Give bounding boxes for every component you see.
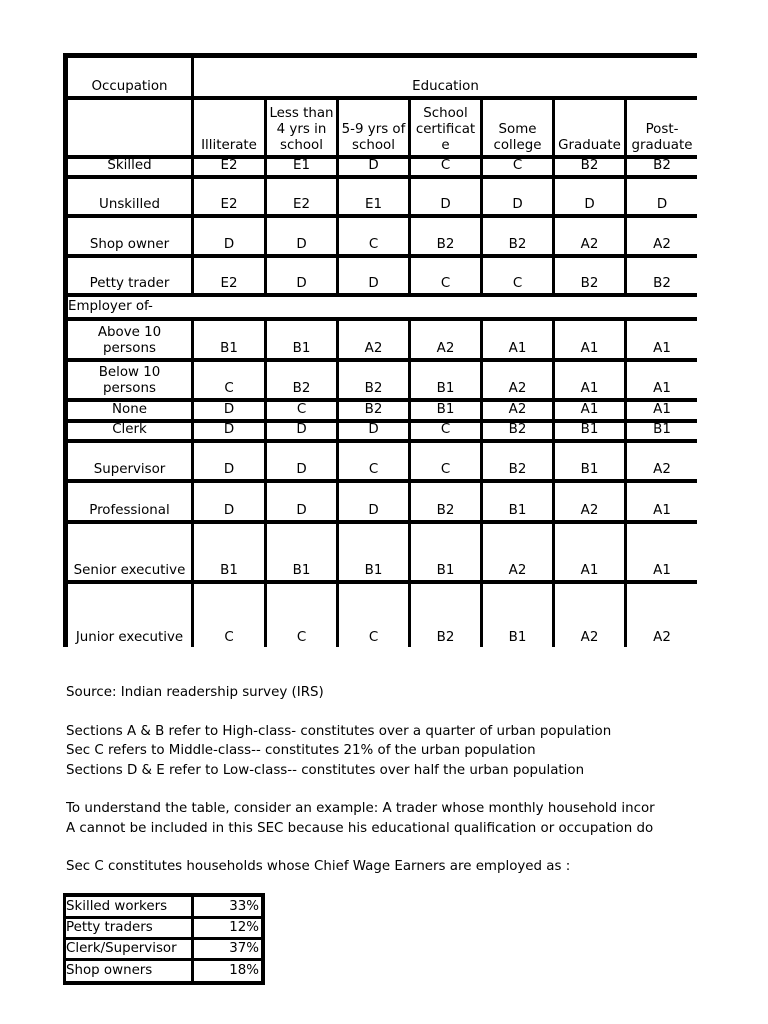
table-cell bbox=[483, 218, 552, 254]
table-cell-text: D bbox=[440, 197, 451, 212]
table-cell bbox=[555, 402, 624, 419]
table-cell-text: B2 bbox=[364, 402, 383, 417]
table-cell bbox=[555, 443, 624, 479]
table-cell bbox=[267, 443, 336, 479]
table-cell-text: D bbox=[656, 197, 668, 212]
table-cell-text: A2 bbox=[364, 341, 383, 356]
table-cell bbox=[555, 159, 624, 175]
example-note-line-1: To understand the table, consider an example: A trader whose monthly household incor bbox=[66, 801, 655, 816]
table-cell-text: E2 bbox=[220, 276, 238, 291]
table-cell-text: C bbox=[440, 159, 451, 173]
sec-de-note: Sections D & E refer to Low-class-- constitutes over half the urban population bbox=[66, 762, 585, 778]
table-cell-text: D bbox=[296, 276, 307, 291]
table-cell-text: E1 bbox=[365, 197, 382, 212]
table-cell-text: D bbox=[368, 503, 379, 518]
table-cell bbox=[267, 584, 336, 647]
table-cell-text: D bbox=[368, 276, 379, 291]
table-cell bbox=[483, 524, 552, 580]
table-cell bbox=[194, 218, 264, 254]
blank-header-cell bbox=[68, 100, 191, 155]
row-label bbox=[68, 179, 191, 214]
table-cell-text: A1 bbox=[653, 503, 671, 518]
table-cell-text: B2 bbox=[436, 630, 455, 645]
table-cell-text: D bbox=[512, 197, 523, 212]
table-cell-text: D bbox=[296, 462, 307, 477]
column-header bbox=[627, 100, 697, 155]
table-cell-text: E1 bbox=[293, 159, 310, 173]
breakdown-value: 12% bbox=[194, 919, 261, 937]
table-cell-text: B2 bbox=[653, 159, 671, 173]
table-cell bbox=[555, 179, 624, 214]
table-cell-text: A1 bbox=[580, 563, 599, 578]
education-header-text: Education bbox=[412, 79, 479, 94]
table-cell bbox=[339, 159, 408, 175]
table-cell bbox=[483, 584, 552, 647]
table-cell-text: D bbox=[223, 402, 235, 417]
table-cell bbox=[194, 584, 264, 647]
table-cell-text: B1 bbox=[292, 563, 311, 578]
table-cell-text: A2 bbox=[508, 381, 527, 396]
table-cell bbox=[483, 483, 552, 520]
table-cell-text: B2 bbox=[436, 237, 455, 252]
table-cell bbox=[627, 218, 697, 254]
breakdown-label: Clerk/Supervisor bbox=[66, 940, 191, 958]
table-cell-text: C bbox=[512, 276, 523, 291]
column-header bbox=[483, 100, 552, 155]
table-cell bbox=[411, 524, 480, 580]
row-label-text: Unskilled bbox=[99, 197, 160, 212]
table-cell bbox=[483, 443, 552, 479]
table-cell bbox=[555, 258, 624, 293]
table-cell-text: D bbox=[223, 503, 235, 518]
table-cell-text: A1 bbox=[580, 381, 599, 396]
table-cell bbox=[411, 321, 480, 358]
table-cell bbox=[627, 321, 697, 358]
column-header-text: School certificat e bbox=[415, 106, 476, 153]
table-cell-text: C bbox=[296, 630, 307, 645]
column-header bbox=[194, 100, 264, 155]
table-cell-text: A2 bbox=[580, 237, 599, 252]
table-cell-text: C bbox=[368, 630, 379, 645]
row-label-text: Above 10 persons bbox=[97, 325, 162, 356]
table-cell bbox=[555, 362, 624, 398]
table-cell bbox=[194, 423, 264, 439]
table-cell-text: A2 bbox=[436, 341, 455, 356]
table-cell-text: A2 bbox=[580, 503, 599, 518]
sec-c-intro-note: Sec C constitutes households whose Chief Wage Earners are employed as : bbox=[66, 859, 571, 874]
table-cell bbox=[627, 179, 697, 214]
table-cell-text: B2 bbox=[508, 423, 527, 437]
table-cell-text: B1 bbox=[292, 341, 311, 356]
occupation-header-text: Occupation bbox=[91, 79, 168, 94]
row-label-text: Clerk bbox=[112, 423, 147, 437]
row-label-text: Shop owner bbox=[89, 237, 170, 252]
table-cell-text: D bbox=[296, 237, 307, 252]
row-label-text: Supervisor bbox=[93, 462, 166, 477]
table-cell bbox=[483, 159, 552, 175]
table-cell bbox=[411, 402, 480, 419]
row-label bbox=[68, 402, 191, 419]
table-cell-text: B2 bbox=[508, 237, 527, 252]
row-label bbox=[68, 218, 191, 254]
column-header-text: Less than 4 yrs in school bbox=[269, 106, 334, 153]
table-cell-text: E2 bbox=[220, 197, 238, 212]
column-header-text: Graduate bbox=[558, 138, 621, 153]
row-label bbox=[68, 362, 191, 398]
breakdown-value: 33% bbox=[194, 897, 261, 916]
table-cell bbox=[267, 524, 336, 580]
sec-c-note: Sec C refers to Middle-class-- constitutes 21% of the urban population bbox=[66, 743, 536, 758]
table-cell-text: D bbox=[223, 423, 235, 437]
table-cell bbox=[555, 218, 624, 254]
table-cell-text: B1 bbox=[364, 563, 383, 578]
row-label bbox=[68, 423, 191, 439]
table-cell-text: B1 bbox=[580, 462, 599, 477]
occupation-header bbox=[68, 58, 191, 96]
table-cell-text: D bbox=[368, 423, 379, 437]
table-cell bbox=[483, 362, 552, 398]
table-cell-text: A1 bbox=[508, 341, 527, 356]
table-cell-text: B2 bbox=[436, 503, 455, 518]
table-cell-text: A1 bbox=[580, 402, 599, 417]
table-cell bbox=[339, 179, 408, 214]
table-cell-text: B2 bbox=[508, 462, 527, 477]
table-cell-text: C bbox=[224, 381, 234, 396]
table-cell-text: C bbox=[368, 462, 379, 477]
table-cell-text: D bbox=[368, 159, 379, 173]
column-header-text: Post- graduate bbox=[631, 122, 693, 153]
column-header bbox=[267, 100, 336, 155]
table-cell bbox=[194, 524, 264, 580]
table-cell bbox=[555, 321, 624, 358]
table-cell-text: B2 bbox=[364, 381, 383, 396]
sec-c-breakdown-table bbox=[63, 893, 265, 985]
table-cell bbox=[339, 258, 408, 293]
table-cell-text: A2 bbox=[508, 563, 527, 578]
row-label bbox=[68, 584, 191, 647]
table-cell bbox=[483, 321, 552, 358]
row-label-text: None bbox=[112, 402, 147, 417]
table-cell bbox=[411, 258, 480, 293]
table-cell-text: D bbox=[296, 423, 307, 437]
breakdown-value: 37% bbox=[194, 940, 261, 958]
table-cell bbox=[627, 362, 697, 398]
column-header bbox=[555, 100, 624, 155]
table-cell-text: A2 bbox=[653, 630, 671, 645]
row-label bbox=[68, 524, 191, 580]
table-cell bbox=[194, 258, 264, 293]
table-cell-text: D bbox=[223, 462, 235, 477]
table-cell bbox=[194, 402, 264, 419]
table-cell-text: E2 bbox=[293, 197, 310, 212]
table-cell bbox=[339, 321, 408, 358]
table-cell-text: C bbox=[224, 630, 234, 645]
table-cell bbox=[194, 443, 264, 479]
table-cell-text: A2 bbox=[580, 630, 599, 645]
table-cell bbox=[411, 159, 480, 175]
table-cell bbox=[267, 483, 336, 520]
table-cell bbox=[339, 362, 408, 398]
table-cell bbox=[411, 362, 480, 398]
row-label-text: Senior executive bbox=[73, 563, 186, 578]
table-cell-text: B2 bbox=[653, 276, 671, 291]
table-cell bbox=[267, 321, 336, 358]
table-cell-text: B1 bbox=[436, 381, 455, 396]
column-header-text: Illiterate bbox=[201, 138, 257, 153]
table-cell-text: D bbox=[584, 197, 595, 212]
sec-classification-table bbox=[63, 53, 697, 647]
table-cell-text: C bbox=[440, 462, 451, 477]
table-cell bbox=[627, 402, 697, 419]
table-cell bbox=[194, 483, 264, 520]
table-cell-text: A1 bbox=[653, 563, 671, 578]
table-cell bbox=[483, 402, 552, 419]
column-header bbox=[411, 100, 480, 155]
table-cell bbox=[483, 258, 552, 293]
table-cell bbox=[627, 258, 697, 293]
breakdown-value: 18% bbox=[194, 961, 261, 981]
table-cell-text: E2 bbox=[220, 159, 238, 173]
table-cell bbox=[267, 423, 336, 439]
table-cell-text: B1 bbox=[220, 341, 238, 356]
table-cell-text: A1 bbox=[653, 381, 671, 396]
row-label-text: Below 10 persons bbox=[98, 365, 161, 396]
table-cell bbox=[339, 584, 408, 647]
table-cell-text: A2 bbox=[508, 402, 527, 417]
table-cell-text: A2 bbox=[653, 462, 671, 477]
table-cell bbox=[411, 179, 480, 214]
table-cell bbox=[267, 179, 336, 214]
table-cell-text: A2 bbox=[653, 237, 671, 252]
breakdown-label: Shop owners bbox=[66, 961, 191, 981]
table-cell bbox=[267, 218, 336, 254]
table-cell bbox=[627, 159, 697, 175]
table-cell bbox=[267, 402, 336, 419]
section-label-row-text: Employer of- bbox=[68, 299, 153, 314]
table-cell bbox=[339, 218, 408, 254]
row-label bbox=[68, 159, 191, 175]
notes-section bbox=[66, 683, 766, 877]
row-label bbox=[68, 258, 191, 293]
section-label-row bbox=[68, 297, 697, 317]
row-label-text: Professional bbox=[89, 503, 170, 518]
table-cell-text: C bbox=[512, 159, 523, 173]
table-cell bbox=[627, 584, 697, 647]
education-header bbox=[194, 58, 697, 96]
table-cell bbox=[627, 524, 697, 580]
source-note: Source: Indian readership survey (IRS) bbox=[66, 685, 324, 700]
table-cell bbox=[411, 218, 480, 254]
row-label bbox=[68, 443, 191, 479]
table-cell bbox=[555, 483, 624, 520]
table-cell bbox=[339, 443, 408, 479]
table-cell bbox=[627, 423, 697, 439]
table-cell bbox=[483, 179, 552, 214]
table-cell-text: C bbox=[440, 423, 451, 437]
table-cell bbox=[555, 584, 624, 647]
table-cell-text: B1 bbox=[508, 503, 527, 518]
table-cell bbox=[627, 443, 697, 479]
table-cell bbox=[194, 159, 264, 175]
table-cell-text: D bbox=[296, 503, 307, 518]
table-cell-text: B1 bbox=[436, 563, 455, 578]
column-header bbox=[339, 100, 408, 155]
table-cell bbox=[411, 584, 480, 647]
table-cell bbox=[267, 159, 336, 175]
table-cell-text: C bbox=[368, 237, 379, 252]
table-cell bbox=[267, 258, 336, 293]
table-cell bbox=[194, 321, 264, 358]
table-cell bbox=[339, 483, 408, 520]
table-cell bbox=[194, 179, 264, 214]
table-cell-text: D bbox=[223, 237, 235, 252]
table-cell-text: B2 bbox=[580, 159, 599, 173]
table-cell-text: A1 bbox=[653, 402, 671, 417]
table-cell bbox=[267, 362, 336, 398]
table-cell-text: B1 bbox=[436, 402, 455, 417]
table-cell-text: C bbox=[440, 276, 451, 291]
table-cell-text: B1 bbox=[653, 423, 671, 437]
table-cell-text: A1 bbox=[653, 341, 671, 356]
table-cell bbox=[555, 524, 624, 580]
table-cell bbox=[555, 423, 624, 439]
column-header-text: Some college bbox=[493, 122, 542, 153]
row-label bbox=[68, 321, 191, 358]
table-cell-text: B1 bbox=[220, 563, 238, 578]
table-cell bbox=[194, 362, 264, 398]
table-cell bbox=[411, 483, 480, 520]
row-label-text: Skilled bbox=[107, 159, 152, 173]
row-label-text: Petty trader bbox=[89, 276, 170, 291]
example-note-line-2: A cannot be included in this SEC because his educational qualification or occupation do bbox=[66, 820, 654, 836]
column-header-text: 5-9 yrs of school bbox=[341, 122, 406, 153]
table-cell bbox=[411, 423, 480, 439]
table-cell bbox=[339, 423, 408, 439]
sec-ab-note: Sections A & B refer to High-class- constitutes over a quarter of urban population bbox=[66, 723, 612, 739]
table-cell-text: B1 bbox=[580, 423, 599, 437]
table-cell bbox=[339, 524, 408, 580]
table-cell bbox=[339, 402, 408, 419]
row-label bbox=[68, 483, 191, 520]
table-cell-text: C bbox=[296, 402, 307, 417]
breakdown-label: Petty traders bbox=[66, 919, 191, 937]
table-cell bbox=[483, 423, 552, 439]
table-cell-text: B2 bbox=[580, 276, 599, 291]
table-cell-text: B2 bbox=[292, 381, 311, 396]
breakdown-label: Skilled workers bbox=[66, 897, 191, 916]
table-cell-text: A1 bbox=[580, 341, 599, 356]
table-cell bbox=[411, 443, 480, 479]
table-cell-text: B1 bbox=[508, 630, 527, 645]
table-cell bbox=[627, 483, 697, 520]
row-label-text: Junior executive bbox=[75, 630, 184, 645]
